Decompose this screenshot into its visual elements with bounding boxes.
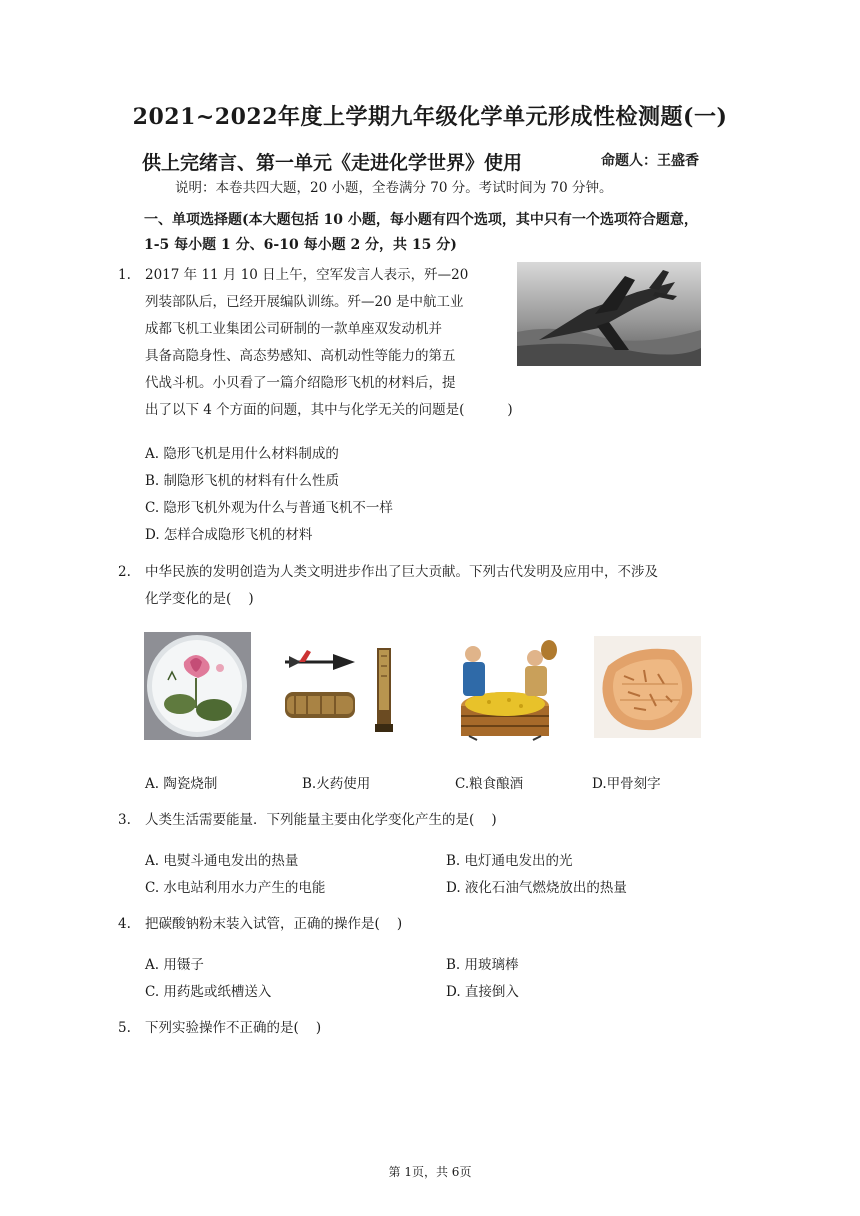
section-heading-line2: 1-5 每小题 1 分、6-10 每小题 2 分，共 15 分) <box>144 237 457 253</box>
q2-option-d: D.甲骨刻字 <box>592 776 661 792</box>
porcelain-plate-image <box>144 632 251 740</box>
q4-option-c: C. 用药匙或纸槽送入 <box>145 984 272 1000</box>
q2-option-c: C.粮食酿酒 <box>455 776 524 792</box>
q3-number: 3. <box>118 812 131 828</box>
section-heading <box>144 208 734 258</box>
q1-text <box>145 262 525 424</box>
q1-line: 成都飞机工业集团公司研制的一款单座双发动机并 <box>145 321 442 337</box>
q1-option-d: D. 怎样合成隐形飞机的材料 <box>145 527 313 543</box>
q2-line: 中华民族的发明创造为人类文明进步作出了巨大贡献。下列古代发明及应用中，不涉及 <box>145 564 658 580</box>
q2-option-a: A. 陶瓷烧制 <box>145 776 218 792</box>
section-heading-line1: 一、单项选择题(本大题包括 10 小题，每小题有四个选项，其中只有一个选项符合题意， <box>144 212 698 228</box>
q2-number: 2. <box>118 564 131 580</box>
q2-option-b: B.火药使用 <box>302 776 371 792</box>
gunpowder-weapon-image <box>281 636 410 738</box>
q4-option-b: B. 用玻璃棒 <box>446 957 519 973</box>
q4-option-a: A. 用镊子 <box>145 957 204 973</box>
wine-brewing-image <box>449 632 561 742</box>
q3-option-a: A. 电熨斗通电发出的热量 <box>145 853 299 869</box>
exam-author: 命题人：王盛香 <box>601 153 699 169</box>
q5-number: 5. <box>118 1020 131 1036</box>
q2-line: 化学变化的是( ) <box>145 591 254 607</box>
exam-note: 说明：本卷共四大题，20 小题，全卷满分 70 分。考试时间为 70 分钟。 <box>175 180 613 196</box>
q4-number: 4. <box>118 916 131 932</box>
exam-subtitle: 供上完绪言、第一单元《走进化学世界》使用 <box>142 152 523 174</box>
q1-line: 代战斗机。小贝看了一篇介绍隐形飞机的材料后，提 <box>145 375 456 391</box>
q3-text: 人类生活需要能量．下列能量主要由化学变化产生的是( ) <box>145 812 497 828</box>
q1-line: 列装部队后，已经开展编队训练。歼—20 是中航工业 <box>145 294 464 310</box>
oracle-bone-image <box>594 636 701 738</box>
q2-text <box>145 559 735 613</box>
q1-option-a: A. 隐形飞机是用什么材料制成的 <box>145 446 339 462</box>
q3-option-d: D. 液化石油气燃烧放出的热量 <box>446 880 627 896</box>
q1-line: 2017 年 11 月 10 日上午，空军发言人表示，歼—20 <box>145 267 469 283</box>
page-footer: 第 1页，共 6页 <box>388 1165 472 1179</box>
q1-number: 1. <box>118 267 131 283</box>
q1-option-b: B. 制隐形飞机的材料有什么性质 <box>145 473 340 489</box>
q1-line: 出了以下 4 个方面的问题，其中与化学无关的问题是( ) <box>145 402 513 418</box>
exam-title: 2021~2022年度上学期九年级化学单元形成性检测题(一) <box>132 104 728 130</box>
q1-option-c: C. 隐形飞机外观为什么与普通飞机不一样 <box>145 500 393 516</box>
q3-option-b: B. 电灯通电发出的光 <box>446 853 573 869</box>
stealth-jet-photo <box>517 262 701 366</box>
q3-option-c: C. 水电站利用水力产生的电能 <box>145 880 326 896</box>
q5-text: 下列实验操作不正确的是( ) <box>145 1020 322 1036</box>
q1-line: 具备高隐身性、高态势感知、高机动性等能力的第五 <box>145 348 456 364</box>
q4-option-d: D. 直接倒入 <box>446 984 519 1000</box>
q4-text: 把碳酸钠粉末装入试管，正确的操作是( ) <box>145 916 403 932</box>
